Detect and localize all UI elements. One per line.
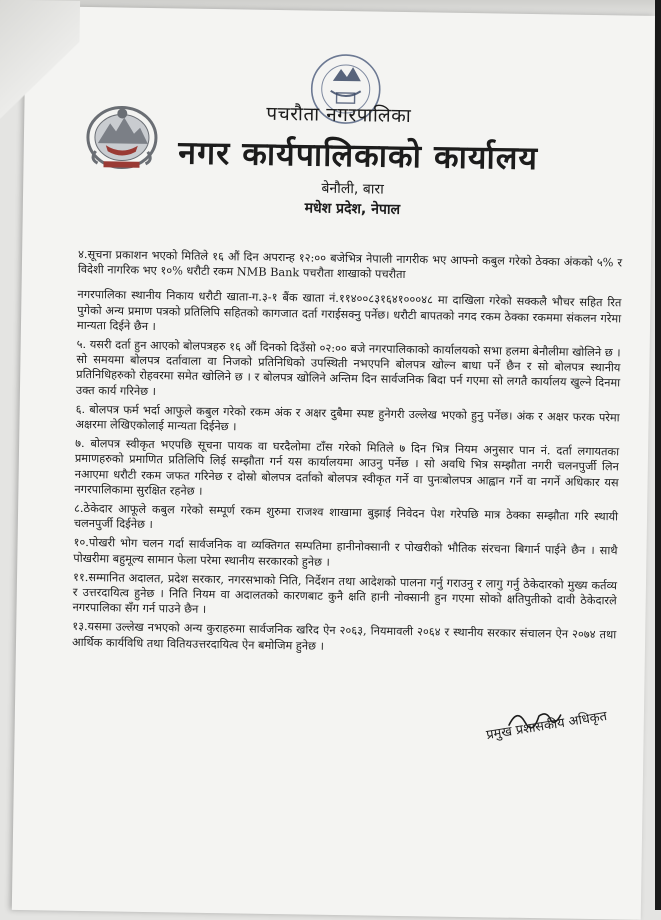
signatory-title: प्रमुख प्रशासकीय अधिकृत (485, 708, 609, 744)
notice-paragraph: ११.सम्मानित अदालत, प्रदेश सरकार, नगरसभाको निति, निर्देशन तथा आदेशको पालना गर्नु गराउनु र लागु गर्नु ठेकेदारको मुख्य कर्तव्य र उत्तरदायित्व हुनेछ । निति नियम वा अदालतको कारणबाट कुनै क्षति हानी नोक्सानी हुन गएमा सोको क्षतिपुतीको दावी ठेकेदारले नगरपालिका सँग गर्न पाउने छैन । (72, 570, 618, 617)
notice-paragraph: ७. बोलपत्र स्वीकृत भएपछि सूचना पायक वा घरदैलोमा टाँस गरेको मितिले ७ दिन भित्र नियम अनुसार पान नं. दर्ता लगायतका प्रमाणहरुको प्रमाणित प्रतिलिपि लिई सम्झौता गर्न यस कार्यालयमा आउनु पर्नेछ । सो अवधि भित्र सम्झौता नगरी चलनपुर्जी लिन नआएमा धरौटी रकम जफत गरिनेछ र दोस्रो बोलपत्र दर्ताको बोलपत्र स्वीकृत गर्ने वा पुनःबोलपत्र आह्वान गर्ने वा नगर्ने अधिकार यस नगरपालिकामा सुरक्षित रहनेछ । (74, 437, 620, 498)
office-title: नगर कार्यपालिकाको कार्यालय (178, 133, 539, 178)
notice-paragraph: १३.यसमा उल्लेख नभएको अन्य कुराहरुमा सार्वजनिक खरिद ऐन २०६३, नियमावली २०६४ र स्थानीय सरकार संचालन ऐन २०७४ तथा आर्थिक कार्यविधि तथा वितियउत्तरदायित्व ऐन बमोजिम हुनेछ । (71, 620, 617, 653)
signature-block (484, 703, 615, 775)
office-location: बेनौली, बारा (321, 180, 384, 198)
municipality-name: पचरौता नगरपालिका (266, 102, 412, 128)
notice-paragraph: नगरपालिका स्थानीय निकाय धरौटी खाता-ग.३-१ बैंक खाता नं.११४००८३१६४१०००४८ मा दाखिला गरेको सक्कलै भौचर सहित रित पुगेको अन्य प्रमाण पत्रको प्रतिलिपि सहितको कागजात दर्ता गराईसक्नु पर्नेछ। धरौटी बापतको नगद रकम ठेक्का रकममा संकलन गरेमा मान्यता दिईने छैन । (76, 288, 622, 333)
province-name: मधेश प्रदेश, नेपाल (304, 200, 401, 218)
notice-paragraph: १०.पोखरी भोग चलन गर्दा सार्वजनिक वा व्यक्तिगत सम्पतिमा हानीनोक्सानी र पोखरीको भौतिक संरचना बिगार्न पाईने छैन । साथै पोखरीमा बहुमूल्य सामान फेला परेमा स्थानीय सरकारको हुनेछ । (73, 536, 618, 569)
notice-paragraph: ४.सूचना प्रकाशन भएको मितिले १६ औं दिन अपरान्ह १२:०० बजेभित्र नेपाली नागरीक भए आफ्नो कबुल गरेको ठेक्का अंकको ५% र विदेशी नागरिक भए १०% धरौटी रकम NMB Bank पचरौता शाखाको पचरौता (77, 247, 623, 282)
notice-body (72, 247, 622, 662)
notice-paragraph: ५. यसरी दर्ता हुन आएको बोलपत्रहरु १६ औं दिनको दिउँसो ०२:०० बजे नगरपालिकाको कार्यालयको सभा हलमा बेनौलीमा खोलिने छ । सो समयमा बोलपत्र दर्तावाला वा निजको प्रतिनिधिको उपस्थिती नभएपनि बोलपत्र खोल्न बाधा पर्ने छैन र सो बोलपत्र स्थानीय प्रतिनिधिहरुको रोहवरमा समेत खोलिने छ । र बोलपत्र खोलिने अन्तिम दिन सार्वजनिक बिदा पर्न गएमा सो लगतै कार्यालय खुल्ने दिनमा उक्त कार्य गरिनेछ । (75, 337, 621, 398)
notice-paragraph: ८.ठेकेदार आफूले कबुल गरेको सम्पूर्ण रकम शुरुमा राजश्व शाखामा बुझाई निवेदन पेश गरेपछि मात्र ठेक्का सम्झौता गरि स्थायी चलनपुर्जी दिईनेछ । (73, 501, 619, 532)
document-page (12, 6, 655, 920)
notice-paragraph: ६. बोलपत्र फर्म भर्दा आफुले कबुल गरेको रकम अंक र अक्षर दुबैमा स्पष्ट हुनेगरी उल्लेख भएको हुनु पर्नेछ। अंक र अक्षर फरक परेमा अक्षरमा लेखिएकोलाई मान्यता दिईनेछ । (75, 402, 620, 434)
scan-background-right (655, 0, 661, 910)
